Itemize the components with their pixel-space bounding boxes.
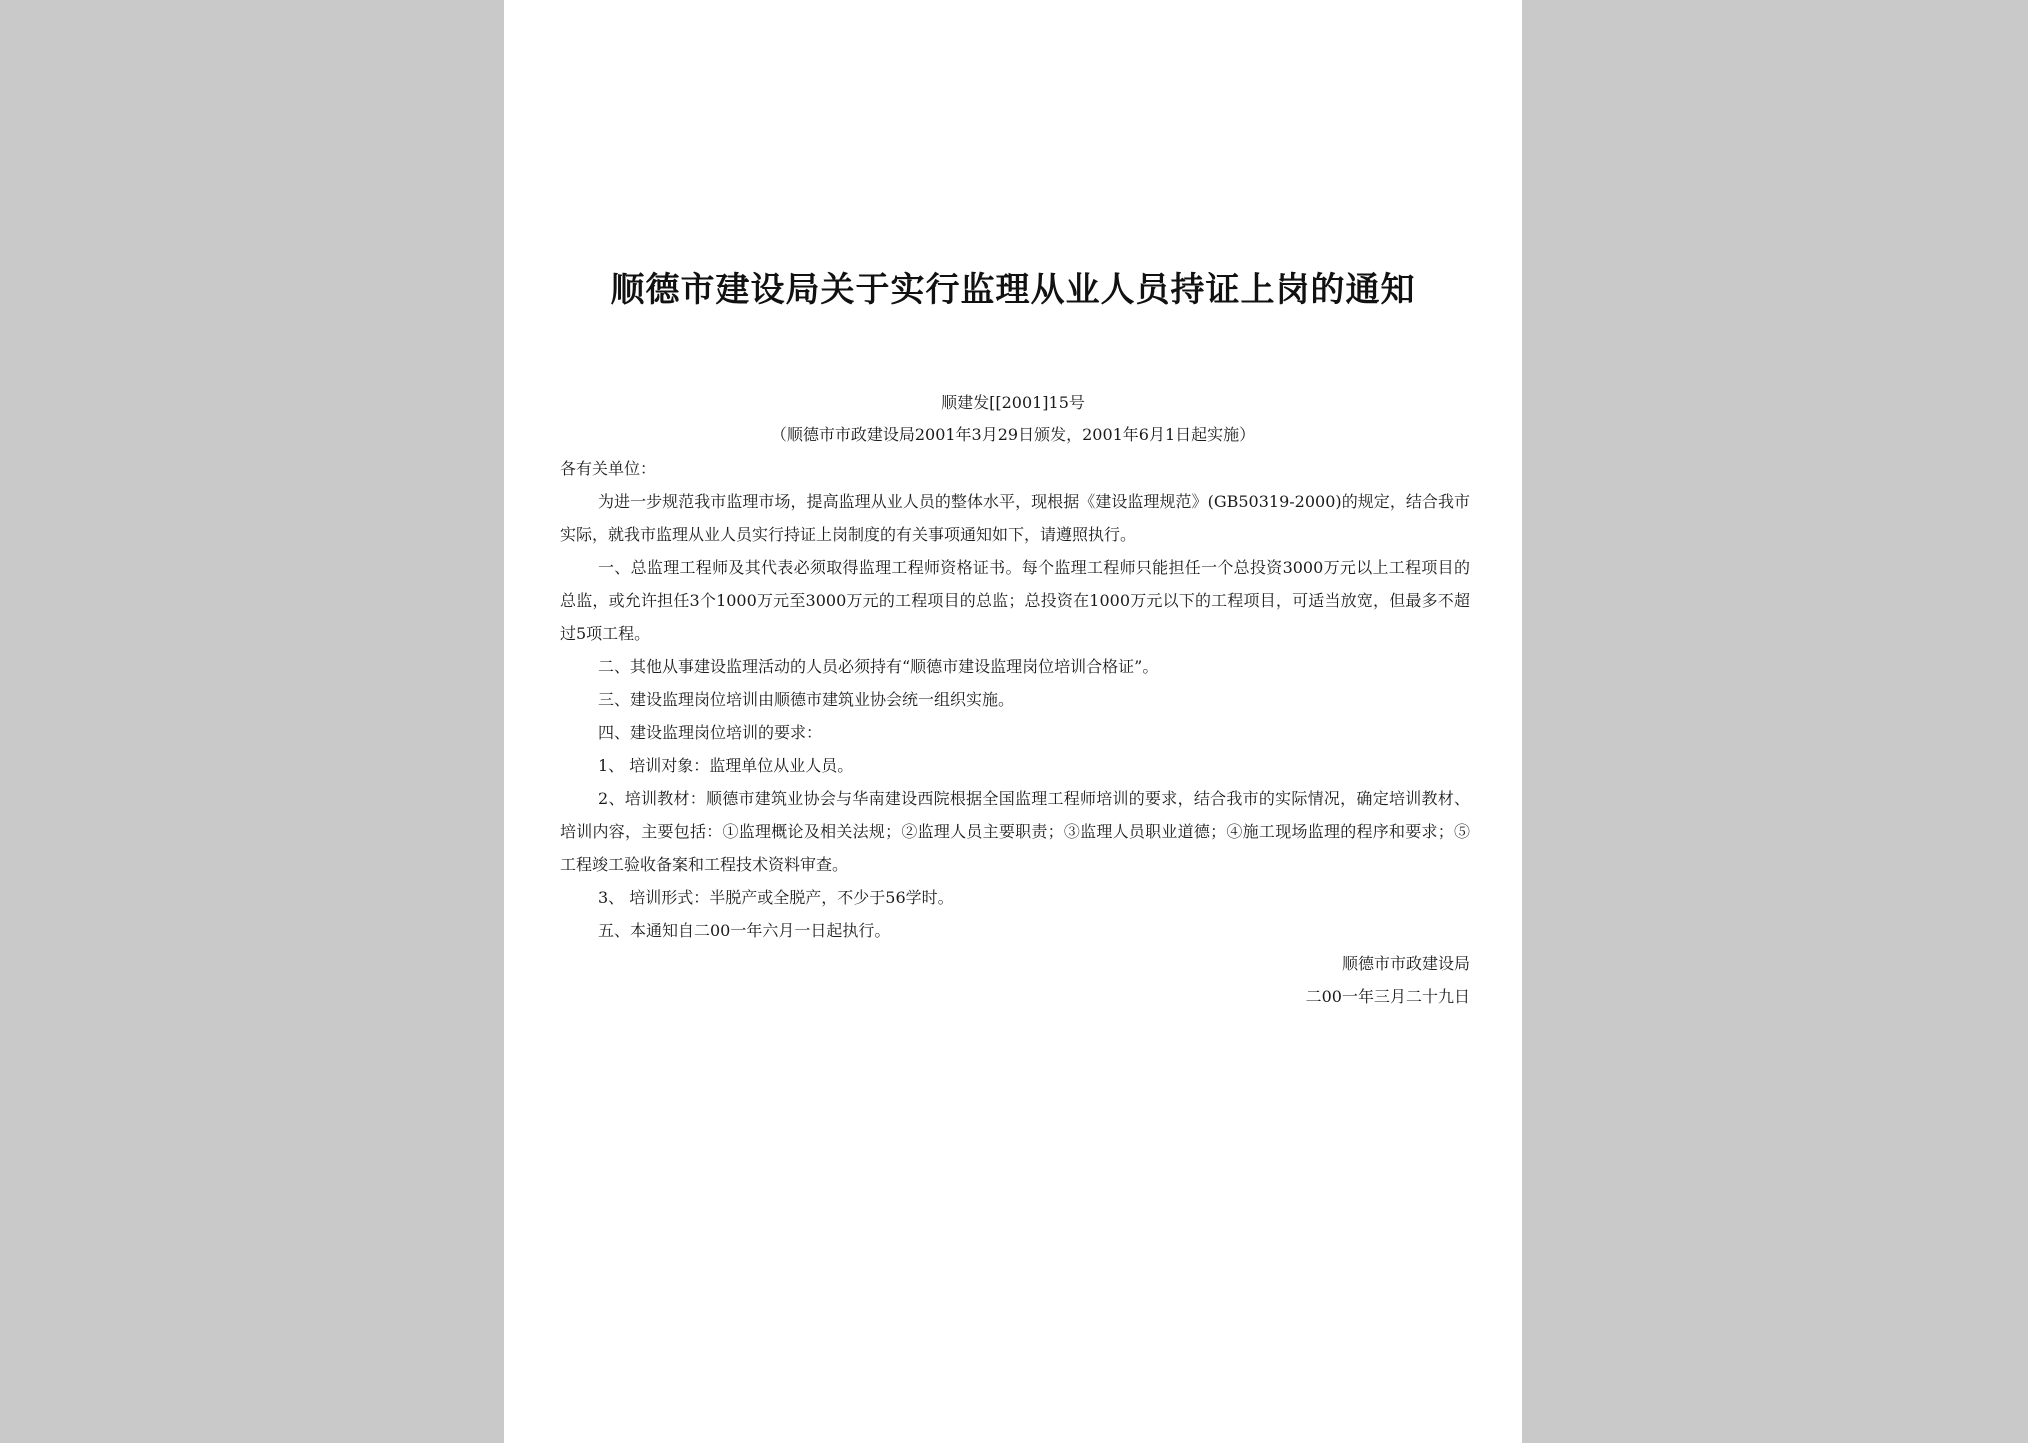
document-body bbox=[560, 452, 1470, 1013]
paragraph-item-3: 三、建设监理岗位培训由顺德市建筑业协会统一组织实施。 bbox=[598, 690, 1015, 709]
paragraph-item-2: 二、其他从事建设监理活动的人员必须持有“顺德市建设监理岗位培训合格证”。 bbox=[598, 657, 1159, 676]
document-title: 顺德市建设局关于实行监理从业人员持证上岗的通知 bbox=[610, 270, 1416, 310]
paragraph-intro: 为进一步规范我市监理市场，提高监理从业人员的整体水平，现根据《建设监理规范》(GB50319-2000)的规定，结合我市实际，就我市监理从业人员实行持证上岗制度的有关事项通知如下，请遵照执行。 bbox=[560, 492, 1470, 544]
signature-issuer: 顺德市市政建设局 bbox=[1341, 954, 1470, 973]
signature-date: 二00一年三月二十九日 bbox=[1305, 987, 1470, 1006]
issuance-note: （顺德市市政建设局2001年3月29日颁发，2001年6月1日起实施） bbox=[770, 425, 1256, 444]
paragraph-subitem-1: 1、 培训对象：监理单位从业人员。 bbox=[598, 756, 854, 775]
paragraph-item-5: 五、本通知自二00一年六月一日起执行。 bbox=[598, 921, 891, 940]
document-page bbox=[504, 0, 1522, 1443]
paragraph-subitem-3: 3、 培训形式：半脱产或全脱产，不少于56学时。 bbox=[598, 888, 954, 907]
paragraph-subitem-2: 2、培训教材：顺德市建筑业协会与华南建设西院根据全国监理工程师培训的要求，结合我市的实际情况，确定培训教材、培训内容，主要包括：①监理概论及相关法规；②监理人员主要职责；③监理人员职业道德；④施工现场监理的程序和要求；⑤工程竣工验收备案和工程技术资料审查。 bbox=[560, 789, 1470, 874]
paragraph-item-1: 一、总监理工程师及其代表必须取得监理工程师资格证书。每个监理工程师只能担任一个总投资3000万元以上工程项目的总监，或允许担任3个1000万元至3000万元的工程项目的总监；总投资在1000万元以下的工程项目，可适当放宽，但最多不超过5项工程。 bbox=[560, 558, 1470, 643]
salutation: 各有关单位： bbox=[560, 459, 657, 478]
document-number: 顺建发[[2001]15号 bbox=[941, 393, 1085, 412]
paragraph-item-4: 四、建设监理岗位培训的要求： bbox=[598, 723, 823, 742]
